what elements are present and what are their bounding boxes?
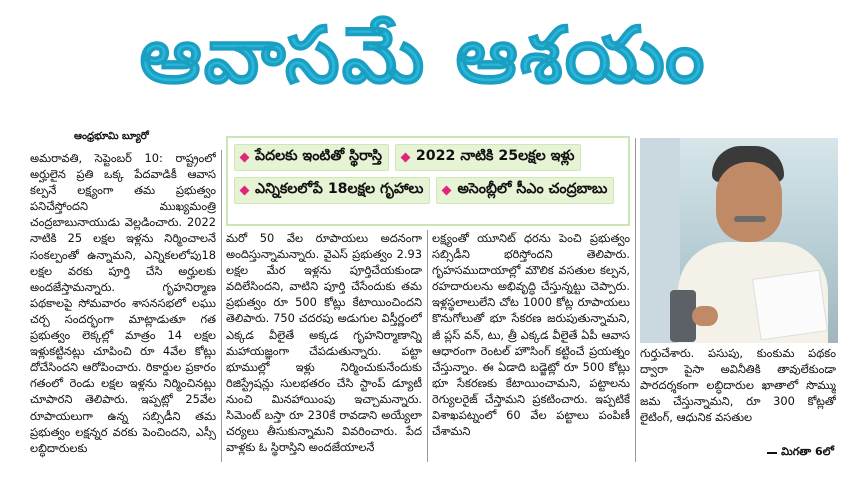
photo-hand (692, 306, 718, 326)
diamond-bullet-icon (442, 186, 452, 196)
photo-face (716, 162, 782, 242)
highlights-row-1 (234, 144, 622, 171)
highlights-row-2 (234, 177, 622, 204)
photo-moustache (734, 216, 766, 222)
column-divider (221, 150, 222, 462)
highlight-item (395, 144, 582, 171)
diamond-bullet-icon (400, 153, 410, 163)
headline-text: ఆవాసమే ఆశయం (139, 10, 707, 101)
article-column-1 (30, 150, 216, 462)
column-4-text: గుర్తుచేశారు. పసుపు, కుంకుమ పథకం ద్వారా పైసా అవినీతికి తావులేకుండా పారదర్శకంగా లబ్ధిదారుల ఖాతాలో సొమ్ము జమ చేస్తున్నామని, రూ 300 కోట్లతో లైటింగ్, ఆధునిక వసతుల (640, 346, 836, 425)
column-3-text: లక్ష్యంతో యూనిట్ ధరను పెంచి ప్రభుత్వం సబ్సిడీని భరిస్తోందని తెలిపారు. గృహసముదాయాల్లో మౌలిక వసతుల కల్పన, రహదారులను అభివృద్ధి చేస్తున్నట్టు చెప్పారు. ఇళ్లస్థలాలులేని చోట 1000 కోట్ల రూపాయలు కొనుగోలుతో భూ సేకరణ జరుపుతున్నామని, జీ ప్లస్ వన్, టు, త్రీ ఎక్కడ వీలైతే ఏపీ ఆవాస ఆధారంగా రెంటల్ హౌసింగ్ కట్టించే ప్రయత్నం చేస్తున్నాం. ఈ ఏడాది బడ్జెట్లో రూ 500 కోట్లు భూ సేకరణకు కేటాయించామని, పట్టాలను రెగ్యులరైజ్ చేస్తామని ప్రకటించారు. ఇప్పటికే విశాఖపట్నంలో 60 వేల పట్టాలు పంపిణీ చేశామని (432, 231, 630, 439)
continued-note-text: మిగతా 6లో (781, 445, 834, 458)
highlight-text: అసెంబ్లీలో సీఎం చంద్రబాబు (457, 181, 608, 197)
diamond-bullet-icon (240, 186, 250, 196)
dash-icon (767, 452, 777, 454)
highlight-item (436, 177, 614, 204)
continued-note (767, 445, 834, 461)
byline: ఆంధ్రభూమి బ్యూరో (74, 131, 149, 142)
column-2-text: మరో 50 వేల రూపాయలు అదనంగా అందిస్తున్నామన్నారు. వైఎస్ ప్రభుత్వం 2.93 లక్షల మేర ఇళ్లను పూర్తిచేయకుండా వదిలేసిందని, వాటిని పూర్తి చేసేందుకు తమ ప్రభుత్వం రూ 500 కోట్లు కేటాయించిందని తెలిపారు. 750 చదరపు అడుగుల విస్తీర్ణంలో ఎక్కడ వీలైతే అక్కడ గృహనిర్మాణాన్ని మహాయజ్ఞంగా చేపడుతున్నారు. పట్టా భూముల్లో ఇళ్లు నిర్మించుకునేందుకు రిజిస్ట్రేషన్లు సులభతరం చేసి స్టాంప్ డ్యూటీ నుంచి మినహాయింపు ఇచ్చామన్నారు. సిమెంట్ బస్తా రూ 230కే రావడాని అయ్యేలా చర్యలు తీసుకున్నామని వివరించారు. పేద వాళ్లకు ఓ స్థిరాస్తిని అందజేయాలనే (226, 231, 422, 455)
column-divider (427, 230, 428, 462)
news-photo (640, 138, 838, 343)
highlights-box (226, 136, 630, 226)
highlight-item (234, 177, 430, 204)
highlight-text: 2022 నాటికి 25లక్షల ఇళ్లు (415, 148, 575, 164)
article-column-2 (226, 230, 422, 462)
article-column-4 (640, 345, 836, 445)
highlight-text: పేదలకు ఇంటితో స్థిరాస్తి (255, 148, 382, 164)
diamond-bullet-icon (240, 153, 250, 163)
column-1-text: అమరావతి, సెప్టెంబర్ 10: రాష్ట్రంలో అర్హులైన ప్రతి ఒక్క పేదవాడికీ ఆవాస కల్పనే లక్ష్యంగా తమ ప్రభుత్వం పనిచేస్తోందని ముఖ్యమంత్రి చంద్రబాబునాయుడు వెల్లడించారు. 2022 నాటికి 25 లక్షల ఇళ్లను నిర్మించాలనే సంకల్పంతో ఉన్నామని, ఎన్నికలలోపు18 లక్షల వరకు పూర్తి చేసి అర్హులకు అందజేస్తామన్నారు. గృహనిర్మాణ పథకాలపై సోమవారం శాసనసభలో లఘు చర్చ సందర్భంగా మాట్లాడుతూ గత ప్రభుత్వం లెక్కల్లో మాత్రం 14 లక్షల ఇళ్లుకట్టినట్లు చూపించి రూ 4వేల కోట్లు దోచేసిందని ఆరోపించారు. రికార్డుల ప్రకారం గతంలో రెండు లక్షల ఇళ్లను నిర్మించినట్లు చూపారని తెలిపారు. ఇప్పట్లో 25వేల రూపాయలుగా ఉన్న సబ్సిడీని తమ ప్రభుత్వం లక్షన్నర వరకు పెంచిందని, ఎస్సీ లబ్ధిదారులకు (30, 151, 216, 455)
photo-paper (752, 270, 828, 341)
highlight-text: ఎన్నికలలోపే 18లక్షల గృహాలు (255, 181, 424, 197)
article-column-3 (432, 230, 630, 462)
highlight-item (234, 144, 389, 171)
headline (0, 0, 846, 130)
column-divider (635, 138, 636, 462)
